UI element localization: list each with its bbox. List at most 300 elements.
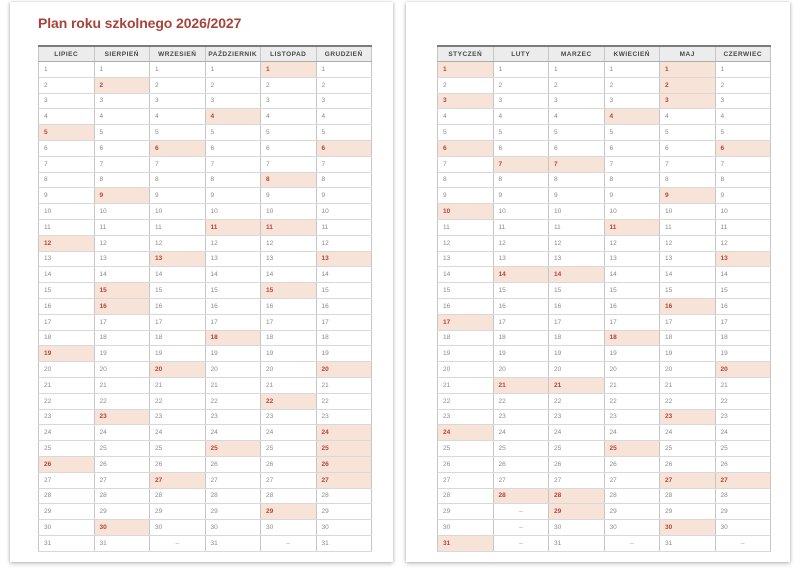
- day-cell-highlighted: 24: [316, 425, 372, 441]
- day-cell-highlighted: 1: [261, 62, 317, 78]
- day-cell: 1: [39, 62, 95, 78]
- day-cell: 1: [94, 62, 150, 78]
- day-cell: 10: [39, 204, 95, 220]
- day-cell-highlighted: 31: [438, 535, 494, 551]
- day-cell: 15: [150, 283, 206, 299]
- day-row: [438, 456, 771, 472]
- day-cell: 21: [261, 377, 317, 393]
- day-cell: 27: [493, 472, 549, 488]
- day-cell: 29: [205, 504, 261, 520]
- day-cell: 14: [604, 267, 660, 283]
- day-cell: 13: [493, 251, 549, 267]
- day-cell: 14: [660, 267, 716, 283]
- day-cell: 9: [715, 188, 771, 204]
- day-cell: 25: [660, 441, 716, 457]
- day-cell-highlighted: 27: [660, 472, 716, 488]
- day-cell: 9: [438, 188, 494, 204]
- day-cell-highlighted: 21: [493, 377, 549, 393]
- day-cell: 15: [715, 283, 771, 299]
- empty-day-cell: –: [604, 535, 660, 551]
- day-cell: 7: [715, 156, 771, 172]
- day-cell: 23: [493, 409, 549, 425]
- day-cell-highlighted: 20: [715, 362, 771, 378]
- day-row: [438, 77, 771, 93]
- day-cell-highlighted: 6: [438, 140, 494, 156]
- day-cell: 27: [549, 472, 605, 488]
- day-cell: 9: [261, 188, 317, 204]
- day-cell: 17: [549, 314, 605, 330]
- day-cell: 8: [205, 172, 261, 188]
- day-row: [438, 109, 771, 125]
- day-cell: 20: [549, 362, 605, 378]
- day-row: [438, 156, 771, 172]
- day-cell: 20: [94, 362, 150, 378]
- day-cell: 14: [438, 267, 494, 283]
- day-cell: 12: [438, 235, 494, 251]
- day-cell: 29: [660, 504, 716, 520]
- day-cell-highlighted: 7: [549, 156, 605, 172]
- day-cell: 8: [94, 172, 150, 188]
- day-cell: 1: [604, 62, 660, 78]
- day-cell: 29: [39, 504, 95, 520]
- day-cell: 23: [205, 409, 261, 425]
- day-cell: 17: [316, 314, 372, 330]
- day-cell: 7: [205, 156, 261, 172]
- day-cell-highlighted: 20: [150, 362, 206, 378]
- month-header-marzec: MARZEC: [549, 46, 605, 62]
- day-cell-highlighted: 18: [604, 330, 660, 346]
- day-cell: 20: [493, 362, 549, 378]
- empty-day-cell: –: [493, 504, 549, 520]
- day-row: [438, 62, 771, 78]
- day-cell: 24: [549, 425, 605, 441]
- day-cell: 7: [261, 156, 317, 172]
- day-cell: 31: [316, 535, 372, 551]
- day-cell: 8: [604, 172, 660, 188]
- day-cell: 5: [660, 125, 716, 141]
- day-cell-highlighted: 26: [316, 456, 372, 472]
- day-row: [438, 330, 771, 346]
- day-cell: 25: [94, 441, 150, 457]
- day-cell: 29: [715, 504, 771, 520]
- day-cell: 23: [261, 409, 317, 425]
- day-cell: 14: [94, 267, 150, 283]
- day-row: [438, 172, 771, 188]
- day-cell: 2: [604, 77, 660, 93]
- month-header-sierpień: SIERPIEŃ: [94, 46, 150, 62]
- day-cell: 5: [316, 125, 372, 141]
- day-cell: 4: [261, 109, 317, 125]
- day-cell: 24: [493, 425, 549, 441]
- day-cell: 16: [604, 298, 660, 314]
- day-cell: 7: [94, 156, 150, 172]
- day-cell: 8: [316, 172, 372, 188]
- day-cell: 27: [604, 472, 660, 488]
- day-row: [438, 93, 771, 109]
- day-cell-highlighted: 13: [715, 251, 771, 267]
- day-cell: 18: [150, 330, 206, 346]
- day-row: [438, 535, 771, 551]
- day-cell: 9: [316, 188, 372, 204]
- day-cell-highlighted: 6: [715, 140, 771, 156]
- day-cell: 21: [150, 377, 206, 393]
- day-cell-highlighted: 3: [660, 93, 716, 109]
- day-cell: 8: [660, 172, 716, 188]
- day-cell: 12: [604, 235, 660, 251]
- day-cell-highlighted: 6: [316, 140, 372, 156]
- day-cell-highlighted: 21: [549, 377, 605, 393]
- day-cell-highlighted: 1: [438, 62, 494, 78]
- day-cell: 20: [604, 362, 660, 378]
- day-row: [39, 109, 372, 125]
- day-cell-highlighted: 18: [205, 330, 261, 346]
- day-cell: 6: [604, 140, 660, 156]
- day-cell: 22: [150, 393, 206, 409]
- day-cell: 23: [549, 409, 605, 425]
- day-cell: 28: [39, 488, 95, 504]
- day-cell: 15: [604, 283, 660, 299]
- day-cell: 9: [150, 188, 206, 204]
- day-row: [438, 188, 771, 204]
- day-cell: 28: [150, 488, 206, 504]
- day-cell: 2: [438, 77, 494, 93]
- day-cell: 21: [660, 377, 716, 393]
- day-cell: 28: [94, 488, 150, 504]
- day-cell: 24: [94, 425, 150, 441]
- day-cell-highlighted: 13: [150, 251, 206, 267]
- day-cell-highlighted: 27: [150, 472, 206, 488]
- day-row: [438, 425, 771, 441]
- day-cell: 4: [94, 109, 150, 125]
- day-cell: 19: [604, 346, 660, 362]
- day-cell-highlighted: 2: [94, 77, 150, 93]
- day-cell: 6: [205, 140, 261, 156]
- day-cell: 12: [316, 235, 372, 251]
- day-cell: 19: [94, 346, 150, 362]
- day-row: [39, 188, 372, 204]
- day-cell: 26: [715, 456, 771, 472]
- day-row: [39, 235, 372, 251]
- day-row: [39, 283, 372, 299]
- page-title: Plan roku szkolnego 2026/2027: [38, 15, 242, 31]
- day-cell: 15: [39, 283, 95, 299]
- day-row: [438, 362, 771, 378]
- day-cell-highlighted: 13: [316, 251, 372, 267]
- day-cell: 15: [438, 283, 494, 299]
- day-cell: 21: [205, 377, 261, 393]
- day-cell: 12: [205, 235, 261, 251]
- day-row: [438, 125, 771, 141]
- day-cell: 15: [316, 283, 372, 299]
- day-cell: 27: [39, 472, 95, 488]
- day-row: [438, 204, 771, 220]
- day-cell: 23: [715, 409, 771, 425]
- day-row: [438, 520, 771, 536]
- day-cell: 13: [205, 251, 261, 267]
- day-cell: 16: [438, 298, 494, 314]
- day-cell: 19: [150, 346, 206, 362]
- day-cell: 3: [39, 93, 95, 109]
- day-cell: 4: [438, 109, 494, 125]
- day-cell-highlighted: 11: [261, 219, 317, 235]
- day-cell-highlighted: 28: [549, 488, 605, 504]
- day-cell: 20: [660, 362, 716, 378]
- day-cell: 25: [150, 441, 206, 457]
- day-cell: 29: [94, 504, 150, 520]
- day-cell: 27: [438, 472, 494, 488]
- day-cell: 1: [493, 62, 549, 78]
- day-cell: 22: [316, 393, 372, 409]
- day-row: [39, 488, 372, 504]
- day-cell: 26: [94, 456, 150, 472]
- day-row: [39, 362, 372, 378]
- day-cell: 5: [493, 125, 549, 141]
- day-cell: 4: [150, 109, 206, 125]
- day-cell: 6: [261, 140, 317, 156]
- day-cell: 10: [205, 204, 261, 220]
- day-cell: 10: [150, 204, 206, 220]
- day-cell: 31: [549, 535, 605, 551]
- day-cell: 4: [493, 109, 549, 125]
- day-cell: 19: [261, 346, 317, 362]
- day-row: [39, 520, 372, 536]
- day-row: [438, 393, 771, 409]
- day-cell-highlighted: 4: [604, 109, 660, 125]
- day-cell: 1: [150, 62, 206, 78]
- day-row: [39, 140, 372, 156]
- day-cell: 26: [261, 456, 317, 472]
- day-row: [39, 535, 372, 551]
- day-cell: 16: [549, 298, 605, 314]
- day-cell-highlighted: 29: [549, 504, 605, 520]
- day-row: [39, 472, 372, 488]
- day-cell: 24: [604, 425, 660, 441]
- day-cell: 18: [94, 330, 150, 346]
- day-cell: 11: [438, 219, 494, 235]
- empty-day-cell: –: [150, 535, 206, 551]
- day-row: [39, 346, 372, 362]
- calendar-table-right: [437, 45, 771, 552]
- day-cell: 25: [493, 441, 549, 457]
- day-cell-highlighted: 17: [438, 314, 494, 330]
- day-cell: 18: [493, 330, 549, 346]
- day-row: [39, 93, 372, 109]
- day-cell: 18: [549, 330, 605, 346]
- day-cell-highlighted: 26: [39, 456, 95, 472]
- day-cell-highlighted: 20: [316, 362, 372, 378]
- day-row: [39, 172, 372, 188]
- day-cell: 10: [493, 204, 549, 220]
- day-cell: 8: [39, 172, 95, 188]
- day-cell-highlighted: 9: [660, 188, 716, 204]
- day-cell: 20: [261, 362, 317, 378]
- day-cell: 30: [205, 520, 261, 536]
- day-cell: 21: [316, 377, 372, 393]
- day-cell-highlighted: 30: [94, 520, 150, 536]
- day-cell: 27: [205, 472, 261, 488]
- day-cell: 24: [660, 425, 716, 441]
- day-cell: 18: [715, 330, 771, 346]
- day-cell: 20: [39, 362, 95, 378]
- day-row: [438, 504, 771, 520]
- day-cell: 20: [205, 362, 261, 378]
- day-cell: 18: [660, 330, 716, 346]
- day-cell-highlighted: 1: [660, 62, 716, 78]
- day-cell: 5: [438, 125, 494, 141]
- day-cell: 2: [150, 77, 206, 93]
- day-cell: 2: [261, 77, 317, 93]
- day-cell: 9: [493, 188, 549, 204]
- day-cell-highlighted: 23: [94, 409, 150, 425]
- day-cell: 3: [261, 93, 317, 109]
- day-cell: 30: [150, 520, 206, 536]
- day-cell: 23: [604, 409, 660, 425]
- day-cell: 25: [549, 441, 605, 457]
- day-cell: 19: [438, 346, 494, 362]
- day-cell: 3: [205, 93, 261, 109]
- month-header-luty: LUTY: [493, 46, 549, 62]
- day-cell: 2: [493, 77, 549, 93]
- day-cell: 4: [39, 109, 95, 125]
- day-cell: 9: [604, 188, 660, 204]
- month-header-czerwiec: CZERWIEC: [715, 46, 771, 62]
- day-cell-highlighted: 16: [94, 298, 150, 314]
- day-cell: 25: [261, 441, 317, 457]
- day-cell: 21: [39, 377, 95, 393]
- day-cell: 7: [39, 156, 95, 172]
- day-row: [39, 456, 372, 472]
- empty-day-cell: –: [261, 535, 317, 551]
- day-cell: 20: [438, 362, 494, 378]
- day-cell: 28: [660, 488, 716, 504]
- day-cell: 29: [316, 504, 372, 520]
- day-cell: 4: [316, 109, 372, 125]
- day-cell-highlighted: 8: [261, 172, 317, 188]
- day-cell: 3: [150, 93, 206, 109]
- day-cell: 21: [94, 377, 150, 393]
- day-cell: 3: [94, 93, 150, 109]
- month-header-wrzesień: WRZESIEŃ: [150, 46, 206, 62]
- day-cell: 19: [715, 346, 771, 362]
- day-row: [438, 283, 771, 299]
- day-cell: 24: [205, 425, 261, 441]
- day-cell: 7: [150, 156, 206, 172]
- day-cell: 23: [150, 409, 206, 425]
- month-header-listopad: LISTOPAD: [261, 46, 317, 62]
- day-cell: 26: [205, 456, 261, 472]
- day-row: [39, 204, 372, 220]
- day-cell: 31: [94, 535, 150, 551]
- day-cell: 30: [39, 520, 95, 536]
- day-cell: 12: [549, 235, 605, 251]
- day-cell: 15: [660, 283, 716, 299]
- day-cell: 1: [316, 62, 372, 78]
- page-right: [406, 2, 790, 562]
- day-row: [438, 314, 771, 330]
- day-cell: 28: [604, 488, 660, 504]
- day-cell-highlighted: 14: [493, 267, 549, 283]
- day-cell-highlighted: 14: [549, 267, 605, 283]
- day-cell: 16: [150, 298, 206, 314]
- day-cell: 26: [493, 456, 549, 472]
- day-cell-highlighted: 23: [660, 409, 716, 425]
- day-row: [39, 314, 372, 330]
- day-row: [39, 330, 372, 346]
- day-cell: 22: [660, 393, 716, 409]
- day-cell: 26: [438, 456, 494, 472]
- day-cell: 30: [261, 520, 317, 536]
- day-row: [39, 125, 372, 141]
- day-row: [438, 298, 771, 314]
- day-cell: 13: [660, 251, 716, 267]
- day-cell: 27: [94, 472, 150, 488]
- day-cell: 11: [94, 219, 150, 235]
- day-cell-highlighted: 12: [39, 235, 95, 251]
- day-cell: 12: [150, 235, 206, 251]
- day-cell: 31: [205, 535, 261, 551]
- day-cell: 17: [604, 314, 660, 330]
- day-cell: 22: [438, 393, 494, 409]
- day-cell: 5: [261, 125, 317, 141]
- day-cell: 8: [493, 172, 549, 188]
- day-cell: 23: [438, 409, 494, 425]
- day-cell: 2: [715, 77, 771, 93]
- day-cell: 16: [205, 298, 261, 314]
- day-cell: 17: [39, 314, 95, 330]
- day-cell: 11: [660, 219, 716, 235]
- day-row: [39, 409, 372, 425]
- day-cell: 15: [549, 283, 605, 299]
- day-cell-highlighted: 2: [660, 77, 716, 93]
- day-cell: 29: [150, 504, 206, 520]
- day-cell: 26: [604, 456, 660, 472]
- day-cell: 11: [493, 219, 549, 235]
- day-cell: 5: [549, 125, 605, 141]
- day-cell: 15: [205, 283, 261, 299]
- day-cell: 14: [316, 267, 372, 283]
- day-cell: 3: [549, 93, 605, 109]
- day-cell: 3: [715, 93, 771, 109]
- day-cell: 18: [438, 330, 494, 346]
- day-cell-highlighted: 19: [39, 346, 95, 362]
- day-cell: 17: [715, 314, 771, 330]
- day-cell-highlighted: 27: [715, 472, 771, 488]
- day-cell: 4: [715, 109, 771, 125]
- day-row: [438, 441, 771, 457]
- day-cell: 9: [205, 188, 261, 204]
- day-cell-highlighted: 11: [604, 219, 660, 235]
- day-cell: 28: [261, 488, 317, 504]
- day-cell: 8: [715, 172, 771, 188]
- day-cell: 16: [493, 298, 549, 314]
- day-cell: 21: [604, 377, 660, 393]
- day-row: [39, 298, 372, 314]
- day-cell: 23: [39, 409, 95, 425]
- day-cell: 13: [604, 251, 660, 267]
- day-row: [39, 219, 372, 235]
- day-cell: 13: [94, 251, 150, 267]
- day-cell: 26: [660, 456, 716, 472]
- day-cell: 14: [261, 267, 317, 283]
- day-cell: 27: [261, 472, 317, 488]
- day-row: [438, 140, 771, 156]
- day-cell: 30: [438, 520, 494, 536]
- day-cell: 4: [549, 109, 605, 125]
- day-cell: 21: [715, 377, 771, 393]
- day-cell: 5: [150, 125, 206, 141]
- day-cell: 11: [316, 219, 372, 235]
- day-cell: 29: [438, 504, 494, 520]
